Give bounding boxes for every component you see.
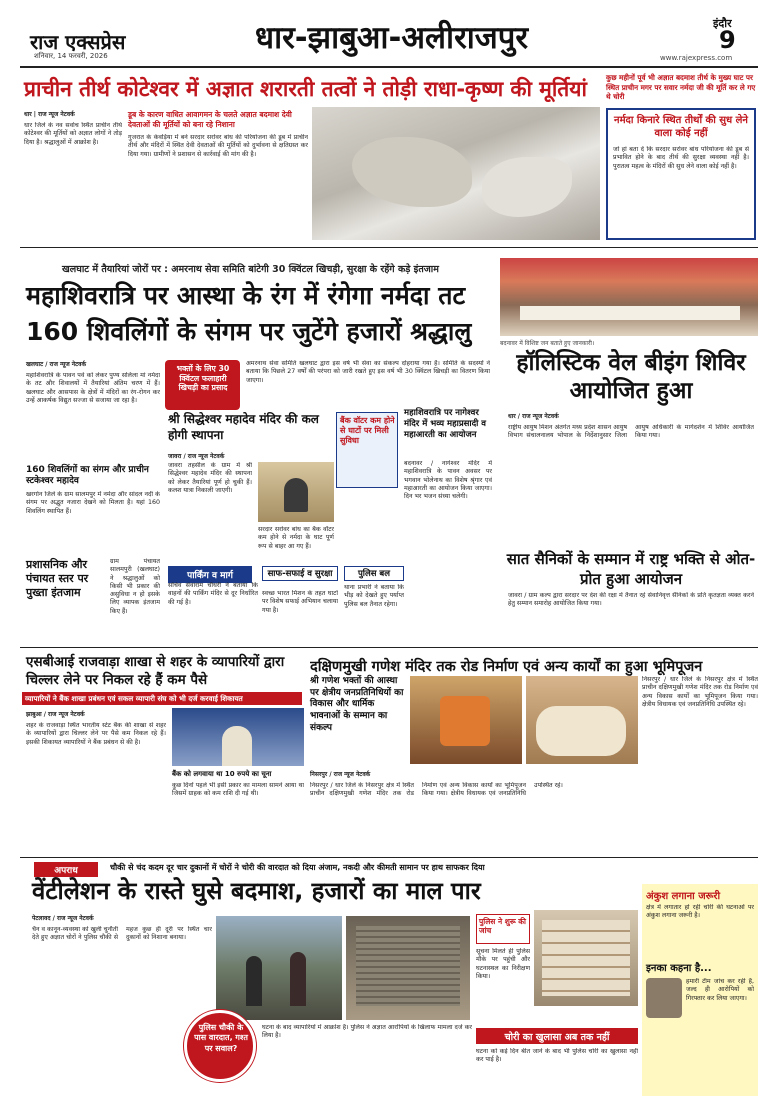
top-rule xyxy=(20,247,758,248)
sbi-sub: बैंक को लगवाया था 10 रुपये का चूना xyxy=(172,770,272,778)
main-headline-1: महाशिवरात्रि पर आस्था के रंग में रंगेगा नर्मदा तट xyxy=(26,281,466,310)
officer-avatar xyxy=(646,978,682,1018)
sub-160-body: खरगोन जिले के ग्राम सालमपुर में नर्मदा और सांदल नदी के संगम पर अद्भुत नजारा देखने को मिलता है। यहां 160 शिवलिंग स्थापित हैं। xyxy=(26,491,160,515)
main-headline-2: 160 शिवलिंगों के संगम पर जुटेंगे हजारों श्रद्धालु xyxy=(26,317,472,346)
person-shape xyxy=(246,956,262,1006)
ankush-body: क्षेत्र में लगातार हो रही चोरी की घटनाओं पर अंकुश लगाना जरूरी है। xyxy=(646,904,754,920)
police-tag-box xyxy=(476,914,530,944)
parking-tag: पार्किंग व मार्ग xyxy=(168,566,252,583)
wellbeing-byline: धार / राज न्यूज नेटवर्क xyxy=(508,413,559,420)
ss-byline: जावरा / राज न्यूज नेटवर्क xyxy=(168,453,225,460)
reveal-body: घटना को कई दिन बीत जाने के बाद भी पुलिस चोरी का खुलासा नहीं कर पाई है। xyxy=(476,1048,638,1064)
callout-body: अमरनाथ सेवा समिति खलघाट द्वारा इस वर्ष भी सेवा का संकल्प दोहराया गया है। समिति के सदस्यों ने बताया कि पिछले 27 वर्षों की परंपरा को जारी रखते हुए इस वर्ष भी 30 क्विंटल खिचड़ी का वितरण किया जाएगा। xyxy=(246,360,490,384)
police-tag-body: सूचना मिलते ही पुलिस मौके पर पहुंची और घटनास्थल का निरीक्षण किया। xyxy=(476,948,530,980)
crime-body: चैन व कानून-व्यवस्था को खुली चुनौती देते हुए अज्ञात चोरों ने पुलिस चौकी से महज कुछ ही दूरी पर स्थित चार दुकानों को निशाना बनाया। xyxy=(32,926,212,942)
sbi-bar: व्यापारियों ने बैंक शाखा प्रबंधन एवं सकल व्यापारी संघ को भी दर्ज करवाई शिकायत xyxy=(22,692,302,705)
issue-date: शनिवार, 14 फरवरी, 2026 xyxy=(34,52,108,60)
wellbeing-body: राष्ट्रीय आयुष मिशन अंतर्गत मध्य प्रदेश शासन आयुष विभाग संचालनालय भोपाल के निर्देशानुसार जिला आयुष अधिकारी के मार्गदर्शन में शिविर आयोजित किया गया। xyxy=(508,424,754,440)
sbi-sub-body: कुछ दिनों पहले भी इसी प्रकार का मामला सामने आया था जिसमें ग्राहक को कम राशि दी गई थी। xyxy=(172,782,304,798)
section-title: धार-झाबुआ-अलीराजपुर xyxy=(255,20,529,56)
ganesh-photo-2 xyxy=(526,676,638,764)
reveal-bar: चोरी का खुलासा अब तक नहीं xyxy=(476,1028,638,1044)
inka-head: इनका कहना है... xyxy=(646,963,712,974)
shrine-shape xyxy=(440,696,490,746)
army-body: जावरा / ग्राम कल्प द्वारा सरदार पर देश की रक्षा में तैनात रहे सेवानिवृत्त सैनिकों के प्रति कृतज्ञता व्यक्त करने हेतु सम्मान समारोह आयोजित किया गया। xyxy=(508,592,754,608)
top-box-body: जो हां बता दें कि सरदार सरोवर बांध परियोजना की डूब से प्रभावित होने के बाद तीर्थ की सुरक्षा व्यवस्था नहीं है। पुरातत्व महत्व के मंदिरों की सुध लेने वाला कोई नहीं है। xyxy=(613,146,749,170)
bank-head: बैंक वॉटर कम होने से घाटों पर मिली सुविधा xyxy=(340,416,395,445)
person-shape xyxy=(222,726,252,766)
top-sidehead: कुछ महीनों पूर्व भी अज्ञात बदमाश तीर्थ के मुख्य घाट पर स्थित प्राचीन मगर पर सवार नर्मदा जी की मूर्ति कर ले गए थे चोरी xyxy=(606,73,756,102)
ganesh-head: दक्षिणमुखी गणेश मंदिर तक रोड निर्माण एवं अन्य कार्यों का हुआ भूमिपूजन xyxy=(310,659,703,675)
top-byline: धार | राज न्यूज नेटवर्क xyxy=(24,111,75,118)
mid-rule xyxy=(20,647,758,648)
main-byline: खलघाट / राज न्यूज नेटवर्क xyxy=(26,361,87,368)
army-head: सात सैनिकों के सम्मान में राष्ट्र भक्ति से ओत-प्रोत हुआ आयोजन xyxy=(506,550,756,588)
ankush-head: अंकुश लगाना जरूरी xyxy=(646,891,721,902)
site-url: www.rajexpress.com xyxy=(660,54,733,62)
mahap-head: महाशिवरात्रि पर नागेश्वर मंदिर में भव्य महाप्रसादी व महाआरती का आयोजन xyxy=(404,408,487,441)
crime-kicker: चौकी से चंद कदम दूर चार दुकानों में चोरों ने चोरी की वारदात को दिया अंजाम, नकदी और कीमती सामान पर हाथ साफकर दिया xyxy=(110,863,485,872)
ss-head: श्री सिद्धेश्वर महादेव मंदिर की कल होगी स्थापना xyxy=(168,412,319,442)
police-tag: पुलिस बल xyxy=(344,566,404,581)
ganesh-quote: श्री गणेश भक्तों की आस्था पर क्षेत्रीय जनप्रतिनिधियों का विकास और धार्मिक भावनाओं के सम्मान का संकल्प xyxy=(310,676,404,733)
police-tag-text: पुलिस ने शुरू की जांच xyxy=(479,917,526,935)
sub-160-head: 160 शिवलिंगों का संगम और प्राचीन स्टकेश्वर महादेव xyxy=(26,465,149,487)
crime-label: अपराध xyxy=(34,862,98,877)
table-shape xyxy=(520,306,740,320)
sbi-head: एसबीआई राजवाड़ा शाखा से शहर के व्यापारियों द्वारा चिल्लर लेने पर निकल रहे हैं कम पैसे xyxy=(26,654,285,688)
crime-photo-3 xyxy=(534,910,638,1006)
police-circle-text: पुलिस चौकी के पास वारदात, गश्त पर सवाल? xyxy=(194,1023,248,1053)
brand-logo: राज एक्सप्रेस xyxy=(30,30,126,54)
callout-text: भक्तों के लिए 30 क्विंटल फलाहारी खिचड़ी का प्रसाद xyxy=(176,364,230,393)
sbi-body: शहर के राजवाड़ा स्थित भारतीय स्टेट बैंक की शाखा से शहर के व्यापारियों द्वारा चिल्लर लेने पर पैसे कम निकल रहे हैं। इसकी शिकायत व्यापारियों ने बैंक प्रबंधन से की है। xyxy=(26,722,166,746)
crime-rule xyxy=(20,857,758,858)
top-body: धार जिले के नव सर्वाच स्थित प्राचीन तीर्थ कोटेश्वर की मूर्तियों को अज्ञात लोगों ने तोड़ दिया है। श्रद्धालुओं में आक्रोश है। xyxy=(24,122,122,146)
rubble-shape xyxy=(352,137,472,207)
rubble-shape xyxy=(482,157,572,217)
mahap-body: बदनावर / नागेश्वर मंदिर में महाशिवरात्रि के पावन अवसर पर भगवान भोलेनाथ का विशेष श्रृंगार एवं महाआरती का आयोजन किया जाएगा। दिन भर भजन संध्या चलेगी। xyxy=(404,460,492,501)
wellbeing-photo xyxy=(500,258,758,336)
shivling-shape xyxy=(284,478,308,512)
top-box xyxy=(606,108,756,240)
crime-lower-text: घटना के बाद व्यापारियों में आक्रोश है। पुलिस ने अज्ञात आरोपियों के खिलाफ मामला दर्ज कर लिया है। xyxy=(262,1024,472,1040)
wellbeing-head: हॉलिस्टिक वेल बीइंग शिविर आयोजित हुआ xyxy=(516,350,746,404)
admin-head: प्रशासनिक और पंचायत स्तर पर पुख्ता इंतजाम xyxy=(26,558,89,599)
ganesh-body-right: निसरपुर / धार जिले के निसरपुर क्षेत्र में स्थित प्राचीन दक्षिणमुखी गणेश मंदिर तक रोड निर्माण एवं अन्य विकास कार्यों का भूमिपूजन किया गया। क्षेत्रीय विधायक एवं जनप्रतिनिधि उपस्थित रहे। xyxy=(642,676,758,708)
ss-body-2: सरदार सरोवर बांध का बैक वॉटर कम होने से नर्मदा के घाट पूर्ण रूप से बाहर आ गए हैं। xyxy=(258,526,334,550)
crime-head: वेंटीलेशन के रास्ते घुसे बदमाश, हजारों का माल पार xyxy=(32,877,481,905)
top-box-head: नर्मदा किनारे स्थित तीर्थों की सुध लेने वाला कोई नहीं xyxy=(614,115,748,139)
crowd-shape xyxy=(536,706,626,756)
ganesh-body: निसरपुर / धार जिले के निसरपुर क्षेत्र में स्थित प्राचीन दक्षिणमुखी गणेश मंदिर तक रोड निर्माण एवं अन्य विकास कार्यों का भूमिपूजन किया गया। क्षेत्रीय विधायक एवं जनप्रतिनिधि उपस्थित रहे। xyxy=(310,782,563,798)
crime-photo-2 xyxy=(346,916,470,1020)
bank-box xyxy=(336,412,398,488)
top-subbody: गुजरात के केवड़िया में बने सरदार सरोवर बांध की परियोजना की डूब में प्राचीन तीर्थ और मंदिरों में स्थित देवी देवताओं की मूर्तियों को दुर्भावना से क्षतिग्रस्त कर दिया गया। ग्रामीणों ने प्रशासन से कार्रवाई की मांग की है। xyxy=(128,134,308,158)
crime-byline: पेटलावद / राज न्यूज नेटवर्क xyxy=(32,915,94,922)
safai-tag: साफ-सफाई व सुरक्षा xyxy=(262,566,338,581)
inka-body: हमारी टीम जांच कर रही है, जल्द ही आरोपियों को गिरफ्तार कर लिया जाएगा। xyxy=(686,978,754,1002)
shelf-shape xyxy=(542,920,630,996)
top-headline: प्राचीन तीर्थ कोटेश्वर में अज्ञात शरारती तत्वों ने तोड़ी राधा-कृष्ण की मूर्तियां xyxy=(24,77,587,101)
sbi-photo xyxy=(172,708,304,766)
top-photo xyxy=(312,107,600,240)
person-shape xyxy=(290,952,306,1006)
city-name: इंदौर xyxy=(713,17,732,30)
page-number: 9 xyxy=(719,26,736,54)
callout-box xyxy=(165,360,240,410)
shutter-shape xyxy=(356,926,460,1006)
ganesh-byline: निसरपुर / राज न्यूज नेटवर्क xyxy=(310,771,371,778)
police-body: थाना प्रभारी ने बताया कि भीड़ को देखते हुए पर्याप्त पुलिस बल तैनात रहेगा। xyxy=(344,584,404,608)
sbi-byline: झाबुआ / राज न्यूज नेटवर्क xyxy=(26,711,85,718)
shiva-photo xyxy=(258,462,334,522)
wellbeing-caption: बदनावर में विशिष्ट जन बताते हुए जानकारी। xyxy=(500,340,595,347)
parking-body: सचिव सेवाराम चौधरी ने बताया कि वाहनों की पार्किंग मंदिर से दूर निर्धारित की गई है। xyxy=(168,582,258,606)
masthead-rule xyxy=(20,66,758,68)
admin-body: ग्राम पंचायत सालमपुरी (खलघाट) ने श्रद्धालुओं को किसी भी प्रकार की असुविधा न हो इसके लिए व्यापक इंतजाम किए हैं। xyxy=(110,558,160,615)
ss-body: जावरा तहसील के ग्राम में श्री सिद्धेश्वर महादेव मंदिर की स्थापना को लेकर तैयारियां पूर्ण हो चुकी हैं। कलश यात्रा निकाली जाएगी। xyxy=(168,462,252,494)
police-circle xyxy=(184,1010,256,1082)
main-kicker: खलघाट में तैयारियां जोरों पर : अमरनाथ सेवा समिति बांटेगी 30 क्विंटल खिचड़ी, सुरक्षा के रहेंगे कड़े इंतजाम xyxy=(62,264,439,275)
top-subhead: डूब के कारण वाधित आवागमन के चलते अज्ञात बदमाश देवी देवताओं की मूर्तियों को बना रहे निशाना xyxy=(128,110,292,130)
ganesh-photo-1 xyxy=(410,676,522,764)
crime-photo-1 xyxy=(216,916,342,1020)
safai-body: स्वच्छ भारत मिशन के तहत घाटों पर विशेष सफाई अभियान चलाया गया है। xyxy=(262,590,338,614)
main-body: महाशिवरात्रि के पावन पर्व को लेकर पुण्य सलिला मां नर्मदा के तट और शिवालयों में तैयारियां अंतिम चरण में हैं। खलघाट और आसपास के क्षेत्रों में मंदिरों का रंग-रोगन कर उन्हें आकर्षक विद्युत सज्जा से सजाया जा रहा है। xyxy=(26,372,160,404)
ankush-box xyxy=(642,884,758,1096)
